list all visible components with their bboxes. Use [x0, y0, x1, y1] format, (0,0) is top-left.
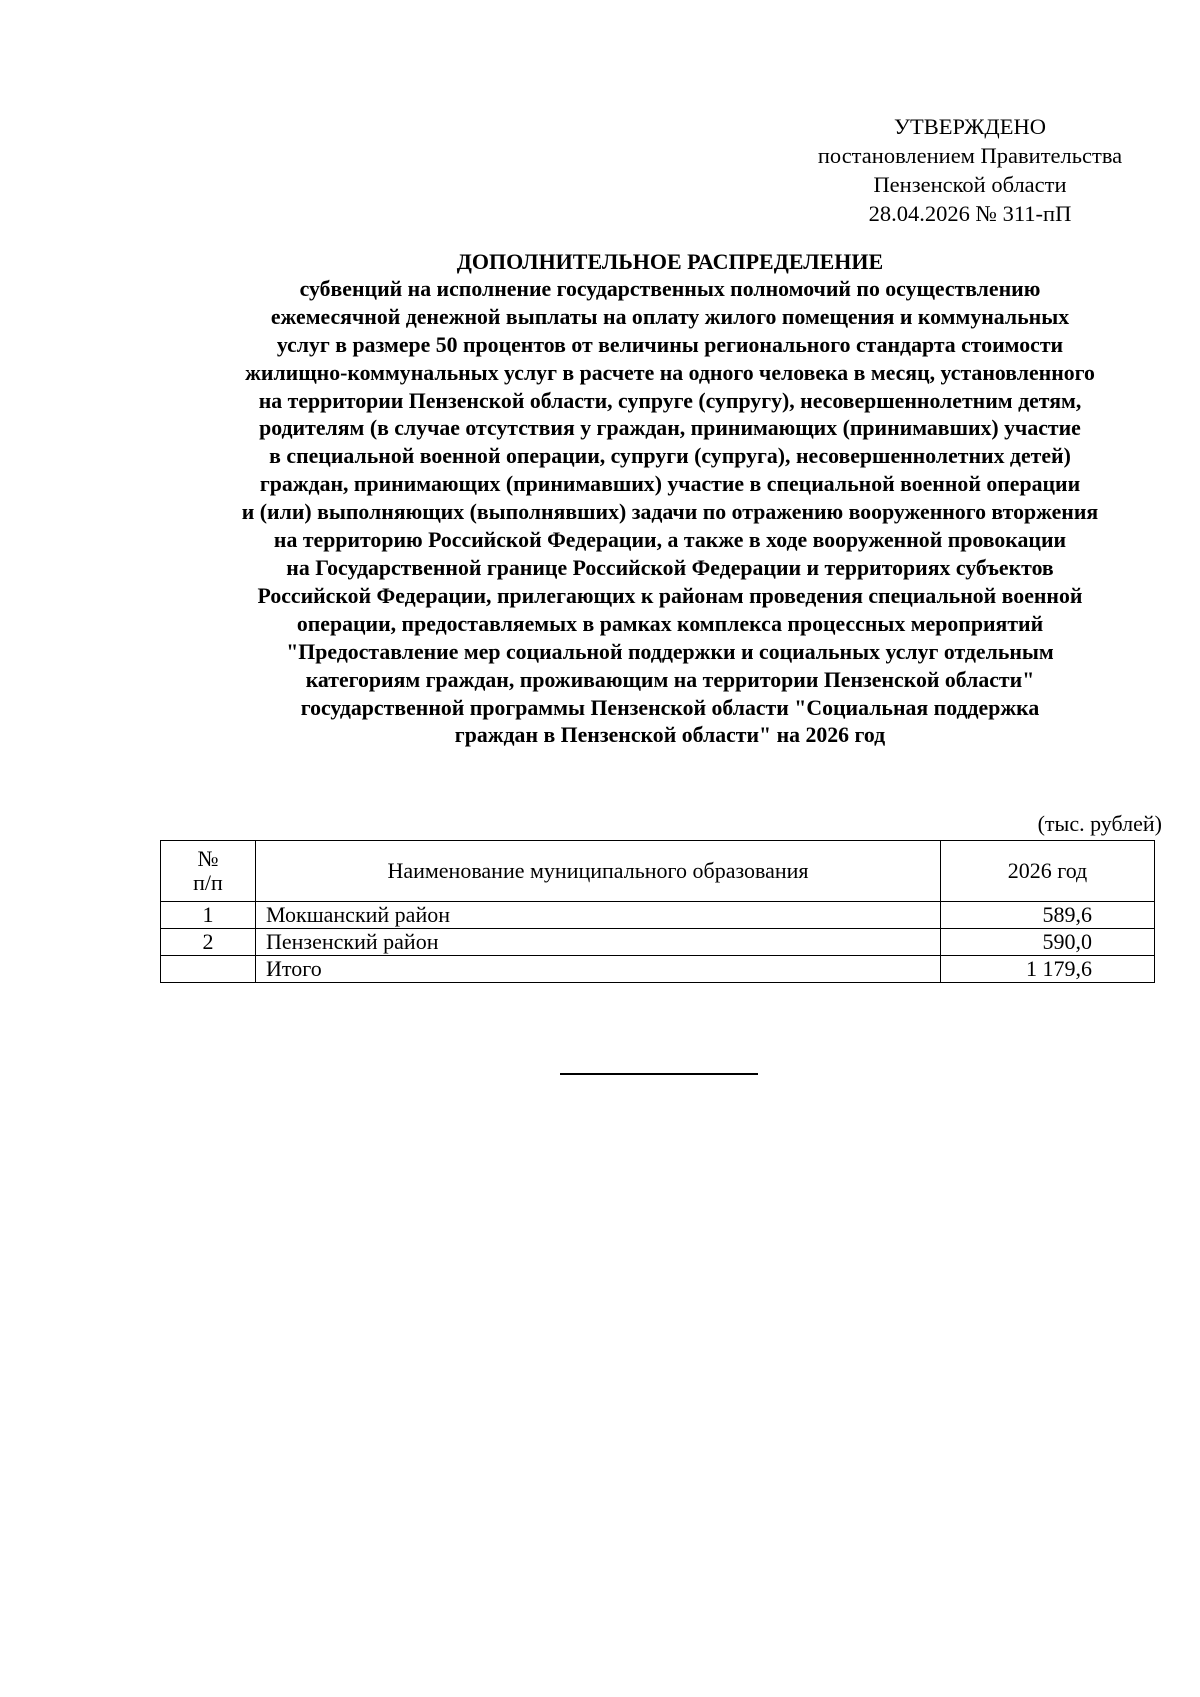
table-row [161, 929, 1155, 956]
row-number [161, 956, 256, 983]
total-label: Итого [256, 956, 941, 983]
header-year: 2026 год [941, 841, 1155, 902]
title-line: государственной программы Пензенской области "Социальная поддержка [300, 695, 1040, 720]
title-line: родителям (в случае отсутствия у граждан, принимающих (принимавших) участие [259, 416, 1081, 441]
title-line: операции, предоставляемых в рамках комплекса процессных мероприятий [296, 611, 1044, 636]
title-line: услуг в размере 50 процентов от величины регионального стандарта стоимости [276, 332, 1064, 357]
table-total-row [161, 956, 1155, 983]
title-line: категориям граждан, проживающим на территории Пензенской области" [305, 667, 1035, 692]
row-name: Мокшанский район [256, 902, 941, 929]
row-name: Пензенский район [256, 929, 941, 956]
approval-line: Пензенской области [873, 172, 1067, 197]
row-number: 1 [161, 902, 256, 929]
approval-stamp: УТВЕРЖДЕНО [894, 114, 1046, 139]
title-line: в специальной военной операции, супруги (супруга), несовершеннолетних детей) [269, 444, 1071, 469]
title-line: жилищно-коммунальных услуг в расчете на одного человека в месяц, установленного [245, 360, 1095, 385]
row-value: 589,6 [941, 902, 1155, 929]
units-label: (тыс. рублей) [1037, 811, 1162, 836]
header-number-symbol: № [197, 846, 219, 871]
header-name: Наименование муниципального образования [256, 841, 941, 902]
approval-block [780, 112, 1160, 228]
title-line: граждан, принимающих (принимавших) участие в специальной военной операции [259, 472, 1081, 497]
distribution-table [160, 840, 1155, 983]
title-line: "Предоставление мер социальной поддержки и социальных услуг отдельным [286, 639, 1054, 664]
title-heading: ДОПОЛНИТЕЛЬНОЕ РАСПРЕДЕЛЕНИЕ [456, 249, 884, 274]
header-number [161, 841, 256, 902]
table-row [161, 902, 1155, 929]
total-value: 1 179,6 [941, 956, 1155, 983]
header-number-abbr: п/п [193, 870, 223, 895]
end-separator-line [560, 1073, 758, 1075]
title-line: на территории Пензенской области, супруге (супругу), несовершеннолетним детям, [258, 388, 1082, 413]
approval-line: постановлением Правительства [817, 143, 1123, 168]
title-line: на Государственной границе Российской Федерации и территориях субъектов [286, 555, 1054, 580]
title-line: на территорию Российской Федерации, а также в ходе вооруженной провокации [273, 528, 1067, 553]
approval-date-number: 28.04.2026 № 311-пП [868, 201, 1072, 226]
title-line: субвенций на исполнение государственных полномочий по осуществлению [299, 276, 1041, 301]
title-line: ежемесячной денежной выплаты на оплату жилого помещения и коммунальных [270, 304, 1070, 329]
document-title [150, 248, 1190, 750]
title-line: и (или) выполняющих (выполнявших) задачи по отражению вооруженного вторжения [241, 500, 1099, 525]
row-value: 590,0 [941, 929, 1155, 956]
title-line: граждан в Пензенской области" на 2026 год [454, 723, 886, 748]
title-line: Российской Федерации, прилегающих к районам проведения специальной военной [257, 583, 1083, 608]
row-number: 2 [161, 929, 256, 956]
table-header-row [161, 841, 1155, 902]
